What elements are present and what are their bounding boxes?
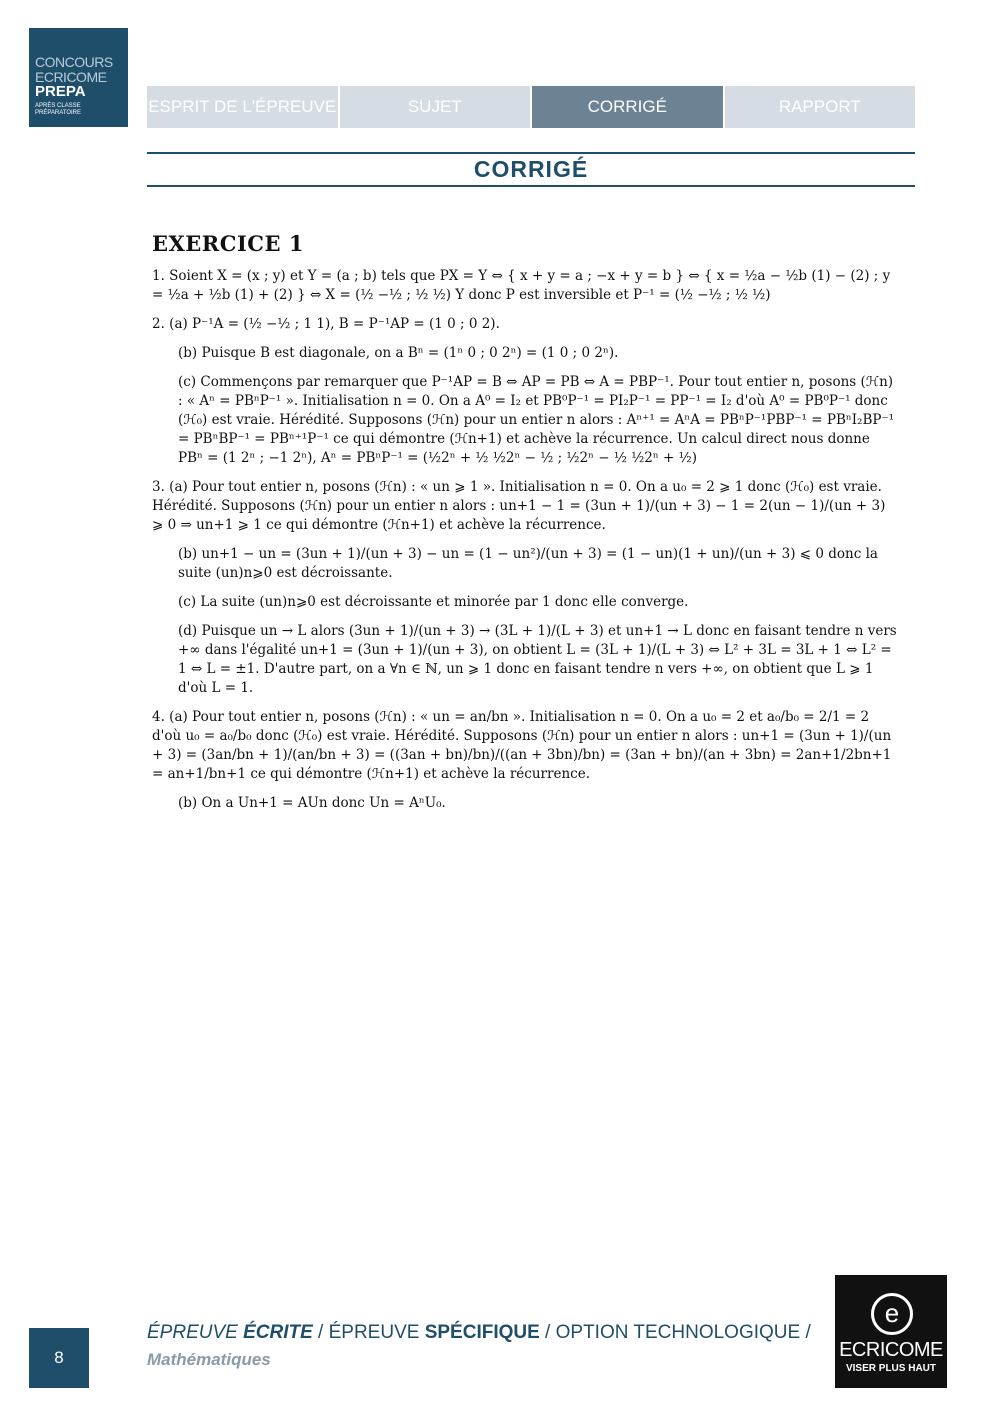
footer-part-d: SPÉCIFIQUE <box>424 1322 540 1343</box>
answer-1: 1. Soient X = (x ; y) et Y = (a ; b) tels que PX = Y ⇔ { x + y = a ; −x + y = b } ⇔ { x = ½a − ½b (1) − (2) ; y = ½a + ½b (1) + (2) } ⇔ X = (½ −½ ; ½ ½) Y donc P est inversible et P⁻¹ = (½ −½ ; ½ ½) <box>152 268 891 303</box>
e-circle-icon: e <box>871 1293 913 1335</box>
answer-3a: 3. (a) Pour tout entier n, posons (ℋn) : « un ⩾ 1 ». Initialisation n = 0. On a u₀ = 2 ⩾ 1 donc (ℋ₀) est vraie. Hérédité. Supposons (ℋn) pour un entier n alors : un+1 − 1 = (3un + 1)/(un + 3) − 1 = 2(un − 1)/(un + 3) ⩾ 0 ⇒ un+1 ⩾ 1 ce qui démontre (ℋn+1) et achève la récurrence. <box>152 479 886 533</box>
answer-3b: (b) un+1 − un = (3un + 1)/(un + 3) − un = (1 − un²)/(un + 3) = (1 − un)(1 + un)/(un + 3) ⩽ 0 donc la suite (un)n⩾0 est décroissante. <box>178 546 878 581</box>
tab-rapport[interactable]: RAPPORT <box>725 86 916 128</box>
exercise-title: EXERCICE 1 <box>152 231 304 256</box>
answer-2a: 2. (a) P⁻¹A = (½ −½ ; 1 1), B = P⁻¹AP = (1 0 ; 0 2). <box>152 316 500 332</box>
answer-2b: (b) Puisque B est diagonale, on a Bⁿ = (1ⁿ 0 ; 0 2ⁿ) = (1 0 ; 0 2ⁿ). <box>178 345 619 361</box>
tab-sujet[interactable]: SUJET <box>340 86 531 128</box>
brand-tagline: VISER PLUS HAUT <box>845 1363 936 1374</box>
footer-exam-type <box>147 1322 811 1344</box>
answer-4b: (b) On a Un+1 = AUn donc Un = AⁿU₀. <box>178 795 446 811</box>
ecricome-brand-logo <box>835 1275 947 1388</box>
answer-3d: (d) Puisque un → L alors (3un + 1)/(un + 3) → (3L + 1)/(L + 3) et un+1 → L donc en faisant tendre n vers +∞ dans l'égalité un+1 = (3un + 1)/(un + 3), on obtient L = (3L + 1)/(L + 3) ⇔ L² + 3L = 3L + 1 ⇔ L² = 1 ⇔ L = ±1. D'autre part, on a ∀n ∈ ℕ, un ⩾ 1 donc en faisant tendre n vers +∞, on obtient que L ⩾ 1 d'où L = 1. <box>178 623 897 696</box>
answer-4a: 4. (a) Pour tout entier n, posons (ℋn) : « un = an/bn ». Initialisation n = 0. On a u₀ = 2 et a₀/b₀ = 2/1 = 2 d'où u₀ = a₀/b₀ donc (ℋ₀) est vraie. Hérédité. Supposons (ℋn) pour un entier n alors : un+1 = (3un + 1)/(un + 3) = (3an/bn + 1)/(an/bn + 3) = ((3an + bn)/bn)/((an + 3bn)/bn) = (3an + bn)/(an + 3bn) = 2an+1/2bn+1 = an+1/bn+1 ce qui démontre (ℋn+1) et achève la récurrence. <box>152 709 892 782</box>
document-content <box>152 231 898 823</box>
section-tabs <box>147 86 915 128</box>
footer-part-a: ÉPREUVE <box>147 1322 244 1343</box>
brand-name: ECRICOME <box>839 1339 943 1361</box>
page-number: 8 <box>29 1328 89 1388</box>
logo-line-prepa: PREPA <box>35 83 86 100</box>
logo-line-ecricome: ECRICOME <box>35 69 107 85</box>
page-title-box <box>147 152 915 187</box>
logo-line-concours: CONCOURS <box>35 54 113 70</box>
answer-2c: (c) Commençons par remarquer que P⁻¹AP = B ⇔ AP = PB ⇔ A = PBP⁻¹. Pour tout entier n, posons (ℋn) : « Aⁿ = PBⁿP⁻¹ ». Initialisation n = 0. On a A⁰ = I₂ et PB⁰P⁻¹ = PI₂P⁻¹ = PP⁻¹ = I₂ d'où A⁰ = PB⁰P⁻¹ donc (ℋ₀) est vraie. Hérédité. Supposons (ℋn) pour un entier n alors : Aⁿ⁺¹ = AⁿA = PBⁿP⁻¹PBP⁻¹ = PBⁿI₂BP⁻¹ = PBⁿBP⁻¹ = PBⁿ⁺¹P⁻¹ ce qui démontre (ℋn+1) et achève la récurrence. Un calcul direct nous donne PBⁿ = (1 2ⁿ ; −1 2ⁿ), Aⁿ = PBⁿP⁻¹ = (½2ⁿ + ½ ½2ⁿ − ½ ; ½2ⁿ − ½ ½2ⁿ + ½) <box>178 374 894 466</box>
concours-logo <box>29 28 128 127</box>
answer-3c: (c) La suite (un)n⩾0 est décroissante et minorée par 1 donc elle converge. <box>178 594 689 610</box>
footer-subject: Mathématiques <box>147 1350 271 1369</box>
footer-part-e: / OPTION TECHNOLOGIQUE / <box>539 1322 811 1343</box>
page-title: CORRIGÉ <box>473 156 589 182</box>
footer-part-c: / ÉPREUVE <box>312 1322 425 1343</box>
tab-corrige[interactable]: CORRIGÉ <box>532 86 723 128</box>
tab-esprit[interactable]: ESPRIT DE L'ÉPREUVE <box>147 86 338 128</box>
logo-line-subtitle: APRÈS CLASSE PRÉPARATOIRE <box>35 103 82 116</box>
footer-part-b: ÉCRITE <box>243 1322 313 1343</box>
